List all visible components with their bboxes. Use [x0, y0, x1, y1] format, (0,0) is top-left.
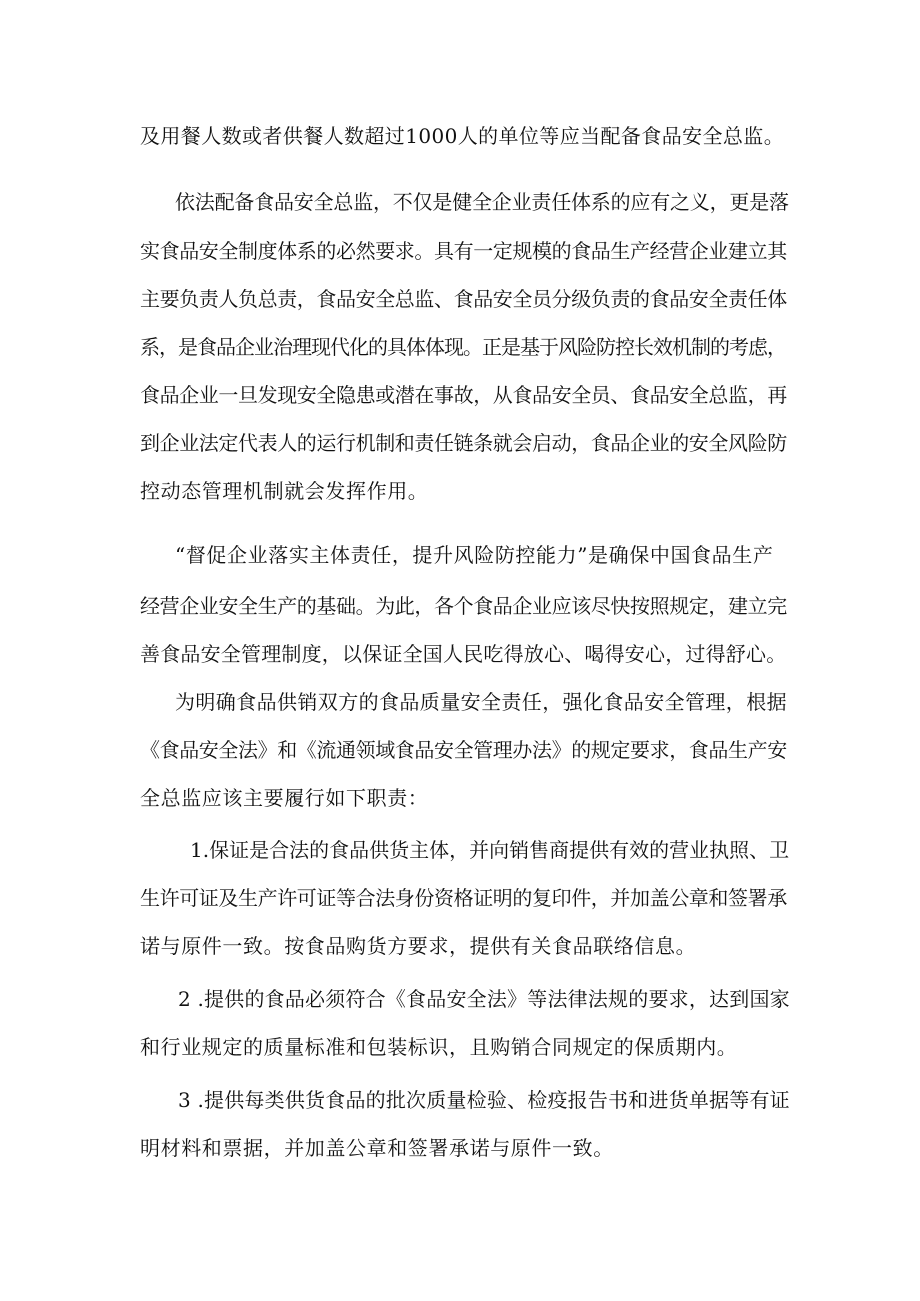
text-line: 实食品安全制度体系的必然要求。具有一定规模的食品生产经营企业建立其 [140, 239, 787, 263]
list-item-line: 诺与原件一致。按食品购货方要求，提供有关食品联络信息。 [140, 934, 697, 958]
text-line: 食品企业一旦发现安全隐患或潜在事故，从食品安全员、食品安全总监，再 [140, 383, 787, 407]
text-line: “督促企业落实主体责任，提升风险防控能力”是确保中国食品生产 [175, 543, 774, 567]
text-line: 控动态管理机制就会发挥作用。 [140, 479, 429, 503]
text-line: 全总监应该主要履行如下职责： [140, 786, 429, 810]
text-line: 系，是食品企业治理现代化的具体体现。正是基于风险防控长效机制的考虑， [140, 335, 786, 359]
text-line: 《食品安全法》和《流通领域食品安全管理办法》的规定要求，食品生产安 [140, 738, 787, 762]
text-line: 到企业法定代表人的运行机制和责任链条就会启动，食品企业的安全风险防 [140, 431, 787, 455]
text-line: 及用餐人数或者供餐人数超过1000人的单位等应当配备食品安全总监。 [140, 124, 785, 148]
list-item-line: 3 .提供每类供货食品的批次质量检验、检疫报告书和进货单据等有证 [178, 1088, 790, 1112]
text-line: 经营企业安全生产的基础。为此，各个食品企业应该尽快按照规定，建立完 [140, 594, 787, 618]
list-item-line: 2 .提供的食品必须符合《食品安全法》等法律法规的要求，达到国家 [178, 987, 790, 1011]
list-item-line: 生许可证及生产许可证等合法身份资格证明的复印件，并加盖公章和签署承 [140, 886, 787, 910]
list-item-line: 和行业规定的质量标准和包装标识，且购销合同规定的保质期内。 [140, 1035, 738, 1059]
list-item-line: 明材料和票据，并加盖公章和签署承诺与原件一致。 [140, 1136, 614, 1160]
text-line: 为明确食品供销双方的食品质量安全责任，强化食品安全管理，根据 [175, 690, 787, 714]
list-item-line: 1.保证是合法的食品供货主体，并向销售商提供有效的营业执照、卫 [190, 838, 790, 862]
text-line: 善食品安全管理制度，以保证全国人民吃得放心、喝得安心，过得舒心。 [140, 642, 787, 666]
text-line: 主要负责人负总责，食品安全总监、食品安全员分级负责的食品安全责任体 [140, 287, 787, 311]
text-line: 依法配备食品安全总监，不仅是健全企业责任体系的应有之义，更是落 [175, 190, 789, 214]
